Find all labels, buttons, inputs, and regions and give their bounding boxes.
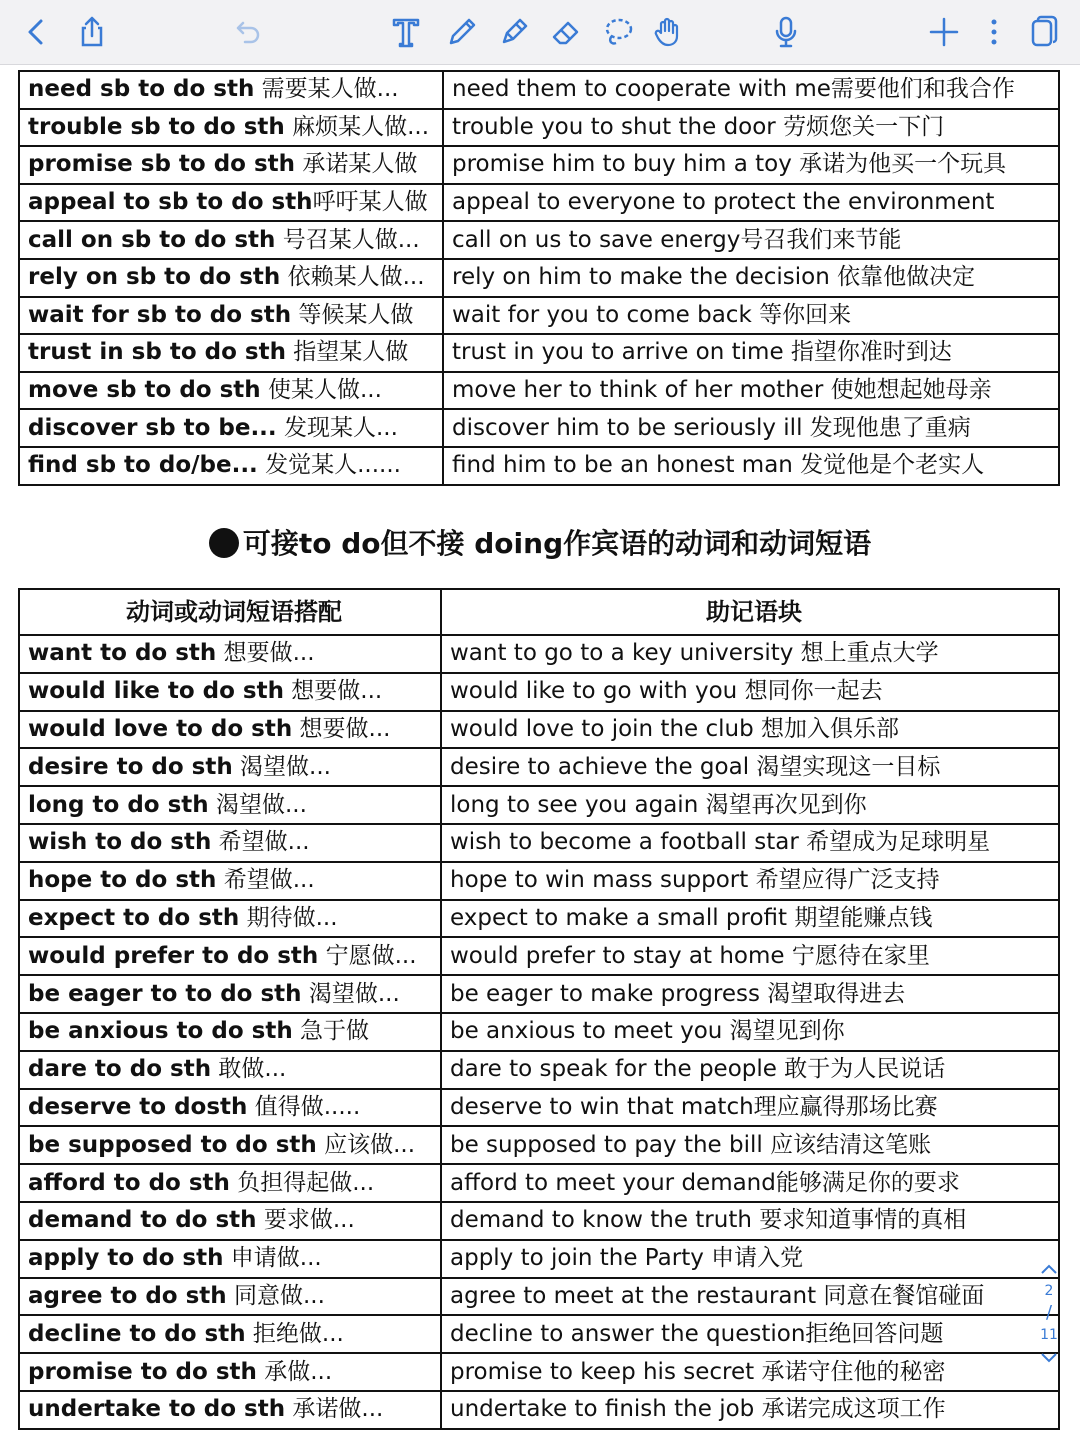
table-row xyxy=(19,1126,1059,1164)
example-cell: be anxious to meet you 渴望见到你 xyxy=(441,1013,1059,1051)
example-cell: want to go to a key university 想上重点大学 xyxy=(441,635,1059,673)
collocation-english: promise sb to do sth xyxy=(28,151,296,178)
collocation-chinese: 要求做... xyxy=(256,1207,355,1234)
collocation-english: dare to do sth xyxy=(28,1056,212,1083)
collocation-english: demand to do sth xyxy=(28,1207,257,1234)
collocation-cell xyxy=(19,184,443,222)
collocation-cell xyxy=(19,1353,441,1391)
table-row xyxy=(19,372,1059,410)
table-row xyxy=(19,937,1059,975)
example-cell: would prefer to stay at home 宁愿待在家里 xyxy=(441,937,1059,975)
collocation-chinese: 承诺做... xyxy=(285,1396,384,1423)
example-cell: promise him to buy him a toy 承诺为他买一个玩具 xyxy=(443,146,1059,184)
collocation-cell xyxy=(19,372,443,410)
table-row xyxy=(19,1353,1059,1391)
example-cell: be eager to make progress 渴望取得进去 xyxy=(441,975,1059,1013)
collocation-cell xyxy=(19,1278,441,1316)
collocation-cell xyxy=(19,259,443,297)
page-separator: / xyxy=(1045,1302,1053,1323)
page-current: 2 xyxy=(1044,1283,1054,1299)
collocation-cell xyxy=(19,1240,441,1278)
pen-icon[interactable] xyxy=(442,12,482,52)
collocation-chinese: 希望做... xyxy=(211,829,310,856)
collocation-cell xyxy=(19,824,441,862)
eraser-icon[interactable] xyxy=(546,12,586,52)
table-row xyxy=(19,862,1059,900)
table-row xyxy=(19,409,1059,447)
collocation-chinese: 拒绝做... xyxy=(245,1320,344,1347)
chevron-up-icon[interactable] xyxy=(1036,1258,1062,1280)
collocation-chinese: 急于做 xyxy=(292,1018,370,1045)
collocation-cell xyxy=(19,1013,441,1051)
example-cell: decline to answer the question拒绝回答问题 xyxy=(441,1315,1059,1353)
header-mnemonic: 助记语块 xyxy=(441,589,1059,635)
collocation-chinese: 同意做... xyxy=(226,1282,325,1309)
collocation-english: appeal to sb to do sth xyxy=(28,189,313,216)
collocation-chinese: 负担得起做... xyxy=(229,1169,375,1196)
table-row xyxy=(19,635,1059,673)
example-cell: agree to meet at the restaurant 同意在餐馆碰面 xyxy=(441,1278,1059,1316)
collocation-english: decline to do sth xyxy=(28,1320,246,1347)
table-row xyxy=(19,334,1059,372)
collocation-english: move sb to do sth xyxy=(28,377,261,404)
collocation-cell xyxy=(19,862,441,900)
example-cell: undertake to finish the job 承诺完成这项工作 xyxy=(441,1391,1059,1429)
collocation-cell xyxy=(19,221,443,259)
collocation-english: find sb to do/be... xyxy=(28,452,258,479)
example-cell: discover him to be seriously ill 发现他患了重病 xyxy=(443,409,1059,447)
example-cell: find him to be an honest man 发觉他是个老实人 xyxy=(443,447,1059,485)
collocation-cell xyxy=(19,975,441,1013)
to-do-verbs-table xyxy=(18,588,1060,1430)
table-header-row xyxy=(19,589,1059,635)
table-row xyxy=(19,824,1059,862)
collocation-chinese: 发现某人... xyxy=(276,414,398,441)
table-row xyxy=(19,146,1059,184)
verb-object-infinitive-table xyxy=(18,70,1060,486)
example-cell: trust in you to arrive on time 指望你准时到达 xyxy=(443,334,1059,372)
table-row xyxy=(19,297,1059,335)
collocation-english: afford to do sth xyxy=(28,1169,230,1196)
header-collocation: 动词或动词短语搭配 xyxy=(19,589,441,635)
table-row xyxy=(19,259,1059,297)
table-row xyxy=(19,1240,1059,1278)
collocation-chinese: 渴望做... xyxy=(208,791,307,818)
share-icon[interactable] xyxy=(72,12,112,52)
example-cell: hope to win mass support 希望应得广泛支持 xyxy=(441,862,1059,900)
collocation-english: need sb to do sth xyxy=(28,76,255,103)
collocation-chinese: 申请做... xyxy=(223,1245,322,1272)
collocation-cell xyxy=(19,334,443,372)
collocation-chinese: 需要某人做... xyxy=(254,76,399,103)
text-tool-icon[interactable] xyxy=(386,12,426,52)
lasso-icon[interactable] xyxy=(598,12,638,52)
collocation-chinese: 依赖某人做... xyxy=(280,264,425,291)
table-row xyxy=(19,1089,1059,1127)
table-row xyxy=(19,1051,1059,1089)
table-row xyxy=(19,900,1059,938)
table-row xyxy=(19,447,1059,485)
collocation-english: call on sb to do sth xyxy=(28,226,276,253)
collocation-chinese: 呼吁某人做 xyxy=(312,189,428,216)
table-row xyxy=(19,1202,1059,1240)
collocation-english: long to do sth xyxy=(28,791,209,818)
example-cell: deserve to win that match理应赢得那场比赛 xyxy=(441,1089,1059,1127)
collocation-chinese: 承诺某人做 xyxy=(295,151,418,178)
highlighter-icon[interactable] xyxy=(494,12,534,52)
collocation-cell xyxy=(19,937,441,975)
collocation-chinese: 承做... xyxy=(256,1358,333,1385)
example-cell: need them to cooperate with me需要他们和我合作 xyxy=(443,71,1059,109)
pages-icon[interactable] xyxy=(1024,12,1064,52)
collocation-english: rely on sb to do sth xyxy=(28,264,281,291)
collocation-english: promise to do sth xyxy=(28,1358,257,1385)
table-row xyxy=(19,184,1059,222)
collocation-english: be eager to to do sth xyxy=(28,980,302,1007)
collocation-cell xyxy=(19,297,443,335)
collocation-english: deserve to dosth xyxy=(28,1093,248,1120)
collocation-english: would love to do sth xyxy=(28,715,293,742)
collocation-chinese: 指望某人做 xyxy=(285,339,409,366)
collocation-cell xyxy=(19,900,441,938)
collocation-chinese: 值得做..... xyxy=(247,1093,361,1120)
table-row xyxy=(19,1278,1059,1316)
section-title-text: 可接to do但不接 doing作宾语的动词和动词短语 xyxy=(242,527,872,560)
collocation-cell xyxy=(19,673,441,711)
more-icon[interactable] xyxy=(974,12,1014,52)
collocation-english: apply to do sth xyxy=(28,1245,224,1272)
example-cell: wait for you to come back 等你回来 xyxy=(443,297,1059,335)
collocation-cell xyxy=(19,1315,441,1353)
table-row xyxy=(19,975,1059,1013)
example-cell: would love to join the club 想加入俱乐部 xyxy=(441,711,1059,749)
collocation-chinese: 想要做... xyxy=(292,715,391,742)
collocation-cell xyxy=(19,71,443,109)
collocation-cell xyxy=(19,447,443,485)
example-cell: expect to make a small profit 期望能赚点钱 xyxy=(441,900,1059,938)
undo-icon[interactable] xyxy=(228,12,268,52)
table-row xyxy=(19,109,1059,147)
example-cell: afford to meet your demand能够满足你的要求 xyxy=(441,1164,1059,1202)
table-row xyxy=(19,221,1059,259)
collocation-chinese: 渴望做... xyxy=(232,753,331,780)
collocation-chinese: 等候某人做 xyxy=(291,301,414,328)
table-row xyxy=(19,1315,1059,1353)
collocation-cell xyxy=(19,1089,441,1127)
collocation-english: expect to do sth xyxy=(28,904,240,931)
example-cell: dare to speak for the people 敢于为人民说话 xyxy=(441,1051,1059,1089)
collocation-chinese: 渴望做... xyxy=(301,980,400,1007)
table-row xyxy=(19,748,1059,786)
collocation-chinese: 使某人做... xyxy=(260,377,382,404)
collocation-english: trouble sb to do sth xyxy=(28,113,285,140)
collocation-english: agree to do sth xyxy=(28,1282,227,1309)
hand-icon[interactable] xyxy=(648,12,688,52)
collocation-cell xyxy=(19,711,441,749)
example-cell: move her to think of her mother 使她想起她母亲 xyxy=(443,372,1059,410)
table-row xyxy=(19,711,1059,749)
example-cell: long to see you again 渴望再次见到你 xyxy=(441,786,1059,824)
page-total: 11 xyxy=(1040,1327,1058,1343)
collocation-chinese: 想要做... xyxy=(216,640,315,667)
example-cell: be supposed to pay the bill 应该结清这笔账 xyxy=(441,1126,1059,1164)
example-cell: promise to keep his secret 承诺守住他的秘密 xyxy=(441,1353,1059,1391)
microphone-icon[interactable] xyxy=(766,12,806,52)
collocation-cell xyxy=(19,1051,441,1089)
table-row xyxy=(19,1013,1059,1051)
back-chevron-icon[interactable] xyxy=(16,12,56,52)
collocation-chinese: 宁愿做... xyxy=(318,942,417,969)
example-cell: demand to know the truth 要求知道事情的真相 xyxy=(441,1202,1059,1240)
toolbar xyxy=(0,0,1080,65)
example-cell: apply to join the Party 申请入党 xyxy=(441,1240,1059,1278)
collocation-cell xyxy=(19,146,443,184)
table-row xyxy=(19,786,1059,824)
collocation-chinese: 期待做... xyxy=(239,904,338,931)
example-cell: rely on him to make the decision 依靠他做决定 xyxy=(443,259,1059,297)
page-scroller[interactable] xyxy=(1036,1258,1062,1408)
collocation-english: want to do sth xyxy=(28,640,217,667)
collocation-cell xyxy=(19,748,441,786)
collocation-chinese: 希望做... xyxy=(216,867,315,894)
chevron-down-icon[interactable] xyxy=(1036,1346,1062,1368)
example-cell: trouble you to shut the door 劳烦您关一下门 xyxy=(443,109,1059,147)
example-cell: call on us to save energy号召我们来节能 xyxy=(443,221,1059,259)
collocation-cell xyxy=(19,1202,441,1240)
collocation-chinese: 应该做... xyxy=(316,1131,416,1158)
collocation-english: trust in sb to do sth xyxy=(28,339,286,366)
collocation-cell xyxy=(19,1126,441,1164)
collocation-chinese: 号召某人做... xyxy=(275,226,420,253)
table-row xyxy=(19,1164,1059,1202)
collocation-cell xyxy=(19,1164,441,1202)
collocation-cell xyxy=(19,635,441,673)
collocation-english: be anxious to do sth xyxy=(28,1018,293,1045)
collocation-cell xyxy=(19,786,441,824)
collocation-english: would prefer to do sth xyxy=(28,942,319,969)
collocation-english: desire to do sth xyxy=(28,753,233,780)
section-title xyxy=(0,522,1080,562)
collocation-chinese: 发觉某人...... xyxy=(257,452,401,479)
collocation-cell xyxy=(19,109,443,147)
table-row xyxy=(19,71,1059,109)
collocation-english: be supposed to do sth xyxy=(28,1131,317,1158)
example-cell: wish to become a football star 希望成为足球明星 xyxy=(441,824,1059,862)
collocation-chinese: 敢做... xyxy=(211,1056,287,1083)
collocation-cell xyxy=(19,1391,441,1429)
collocation-cell xyxy=(19,409,443,447)
collocation-english: wait for sb to do sth xyxy=(28,301,292,328)
example-cell: appeal to everyone to protect the environment xyxy=(443,184,1059,222)
collocation-english: would like to do sth xyxy=(28,678,284,705)
example-cell: desire to achieve the goal 渴望实现这一目标 xyxy=(441,748,1059,786)
table-row xyxy=(19,673,1059,711)
collocation-chinese: 想要做... xyxy=(283,678,383,705)
bullet-dot-icon xyxy=(209,528,239,558)
table-row xyxy=(19,1391,1059,1429)
collocation-english: discover sb to be... xyxy=(28,414,277,441)
collocation-english: hope to do sth xyxy=(28,867,217,894)
collocation-english: wish to do sth xyxy=(28,829,212,856)
example-cell: would like to go with you 想同你一起去 xyxy=(441,673,1059,711)
collocation-chinese: 麻烦某人做... xyxy=(284,113,430,140)
add-icon[interactable] xyxy=(924,12,964,52)
collocation-english: undertake to do sth xyxy=(28,1396,286,1423)
